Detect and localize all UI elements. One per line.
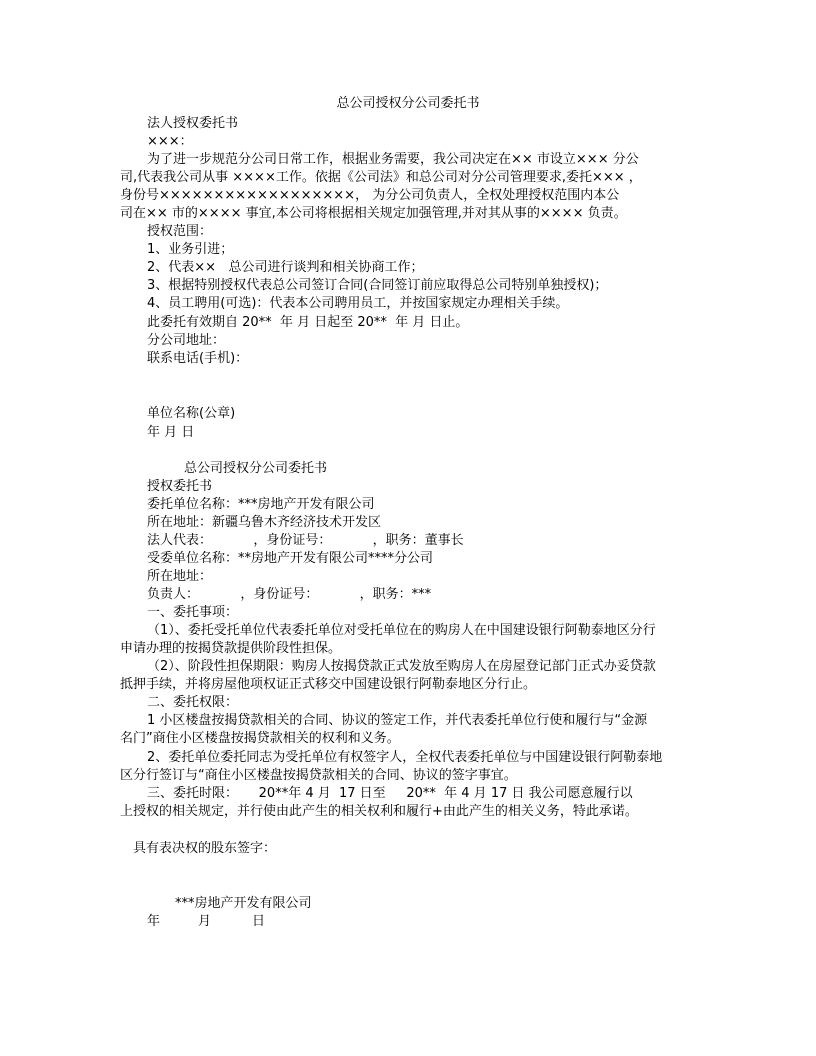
doc1-scope-item: 4、员工聘用(可选)：代表本公司聘用员工，并按国家规定办理相关手续。 xyxy=(147,296,569,311)
doc1-date: 年 月 日 xyxy=(147,425,195,440)
doc2-trustee-address: 所在地址： xyxy=(147,569,213,584)
doc1-unit-seal: 单位名称(公章) xyxy=(147,406,236,421)
doc1-phone: 联系电话(手机)： xyxy=(147,351,249,366)
doc2-authority-title: 二、委托权限： xyxy=(147,695,239,710)
doc2-matters-title: 一、委托事项： xyxy=(147,605,239,620)
doc1-scope-item: 3、根据特别授权代表总公司签订合同(合同签订前应取得总公司特别单独授权)； xyxy=(147,278,608,293)
doc2-authority-line: 名门”商住小区楼盘按揭贷款相关的权利和义务。 xyxy=(120,731,400,746)
doc2-authority-line: 区分行签订与“商住小区楼盘按揭贷款相关的合同、协议的签字事宜。 xyxy=(120,768,517,783)
doc2-company-name: ***房地产开发有限公司 xyxy=(175,896,312,911)
doc1-title: 总公司授权分公司委托书 xyxy=(336,96,480,111)
doc2-period-line: 上授权的相关规定，并行使由此产生的相关权利和履行+由此产生的相关义务，特此承诺。 xyxy=(120,804,638,819)
doc1-scope-item: 2、代表×× 总公司进行谈判和相关协商工作； xyxy=(147,260,424,275)
doc2-title: 总公司授权分公司委托书 xyxy=(184,461,328,476)
doc1-scope-title: 授权范围： xyxy=(147,224,213,239)
doc2-matter-line: 抵押手续，并将房屋他项权证正式移交中国建设银行阿勒泰地区分行止。 xyxy=(120,677,537,692)
doc2-trustee-unit: 受委单位名称：**房地产开发有限公司****分公司 xyxy=(147,551,434,566)
doc2-legal-representative: 法人代表： ，身份证号： ，职务：董事长 xyxy=(147,533,464,548)
doc1-validity: 此委托有效期自 20** 年 月 日起至 20** 年 月 日止。 xyxy=(147,315,469,330)
doc2-entrust-unit: 委托单位名称：***房地产开发有限公司 xyxy=(147,497,375,512)
doc1-salutation: ×××： xyxy=(147,134,193,149)
doc2-shareholders-signature: 具有表决权的股东签字： xyxy=(133,841,277,856)
doc2-authority-line: 2、委托单位委托同志为受托单位有权签字人，全权代表委托单位与中国建设银行阿勒泰地 xyxy=(147,750,663,765)
doc1-paragraph-line: 司在×× 市的×××× 事宜,本公司将根据相关规定加强管理,并对其从事的×××× 负责。 xyxy=(120,206,627,221)
doc1-paragraph-line: 为了进一步规范分公司日常工作，根据业务需要，我公司决定在×× 市设立××× 分公 xyxy=(147,152,639,167)
doc2-subtitle: 授权委托书 xyxy=(147,479,213,494)
doc2-date-day: 日 xyxy=(252,914,266,929)
doc2-period-line: 三、委托时限： 20**年 4 月 17 日至 20** 年 4 月 17 日 我公司愿意履行以 xyxy=(147,786,633,801)
doc2-authority-line: 1 小区楼盘按揭贷款相关的合同、协议的签定工作，并代表委托单位行使和履行与“金源 xyxy=(147,713,648,728)
doc2-person-in-charge: 负责人： ，身份证号： ，职务：*** xyxy=(147,587,432,602)
doc1-subtitle: 法人授权委托书 xyxy=(147,116,239,131)
doc1-address: 分公司地址： xyxy=(147,333,226,348)
doc1-scope-item: 1、业务引进； xyxy=(147,242,234,257)
doc1-paragraph-line: 身份号××××××××××××××××××， 为分公司负责人，全权处理授权范围内本公 xyxy=(120,188,620,203)
doc2-matter-line: （1）、委托受托单位代表委托单位对受托单位在的购房人在中国建设银行阿勒泰地区分行 xyxy=(147,623,656,638)
doc2-date-month: 月 xyxy=(198,914,212,929)
doc2-matter-line: 申请办理的按揭贷款提供阶段性担保。 xyxy=(120,641,342,656)
doc2-entrust-address: 所在地址：新疆乌鲁木齐经济技术开发区 xyxy=(147,515,382,530)
doc2-matter-line: （2）、阶段性担保期限：购房人按揭贷款正式发放至购房人在房屋登记部门正式办妥贷款 xyxy=(147,659,656,674)
doc1-paragraph-line: 司,代表我公司从事 ××××工作。依据《公司法》和总公司对分公司管理要求,委托××× ， xyxy=(120,170,642,185)
doc2-date-year: 年 xyxy=(147,914,161,929)
